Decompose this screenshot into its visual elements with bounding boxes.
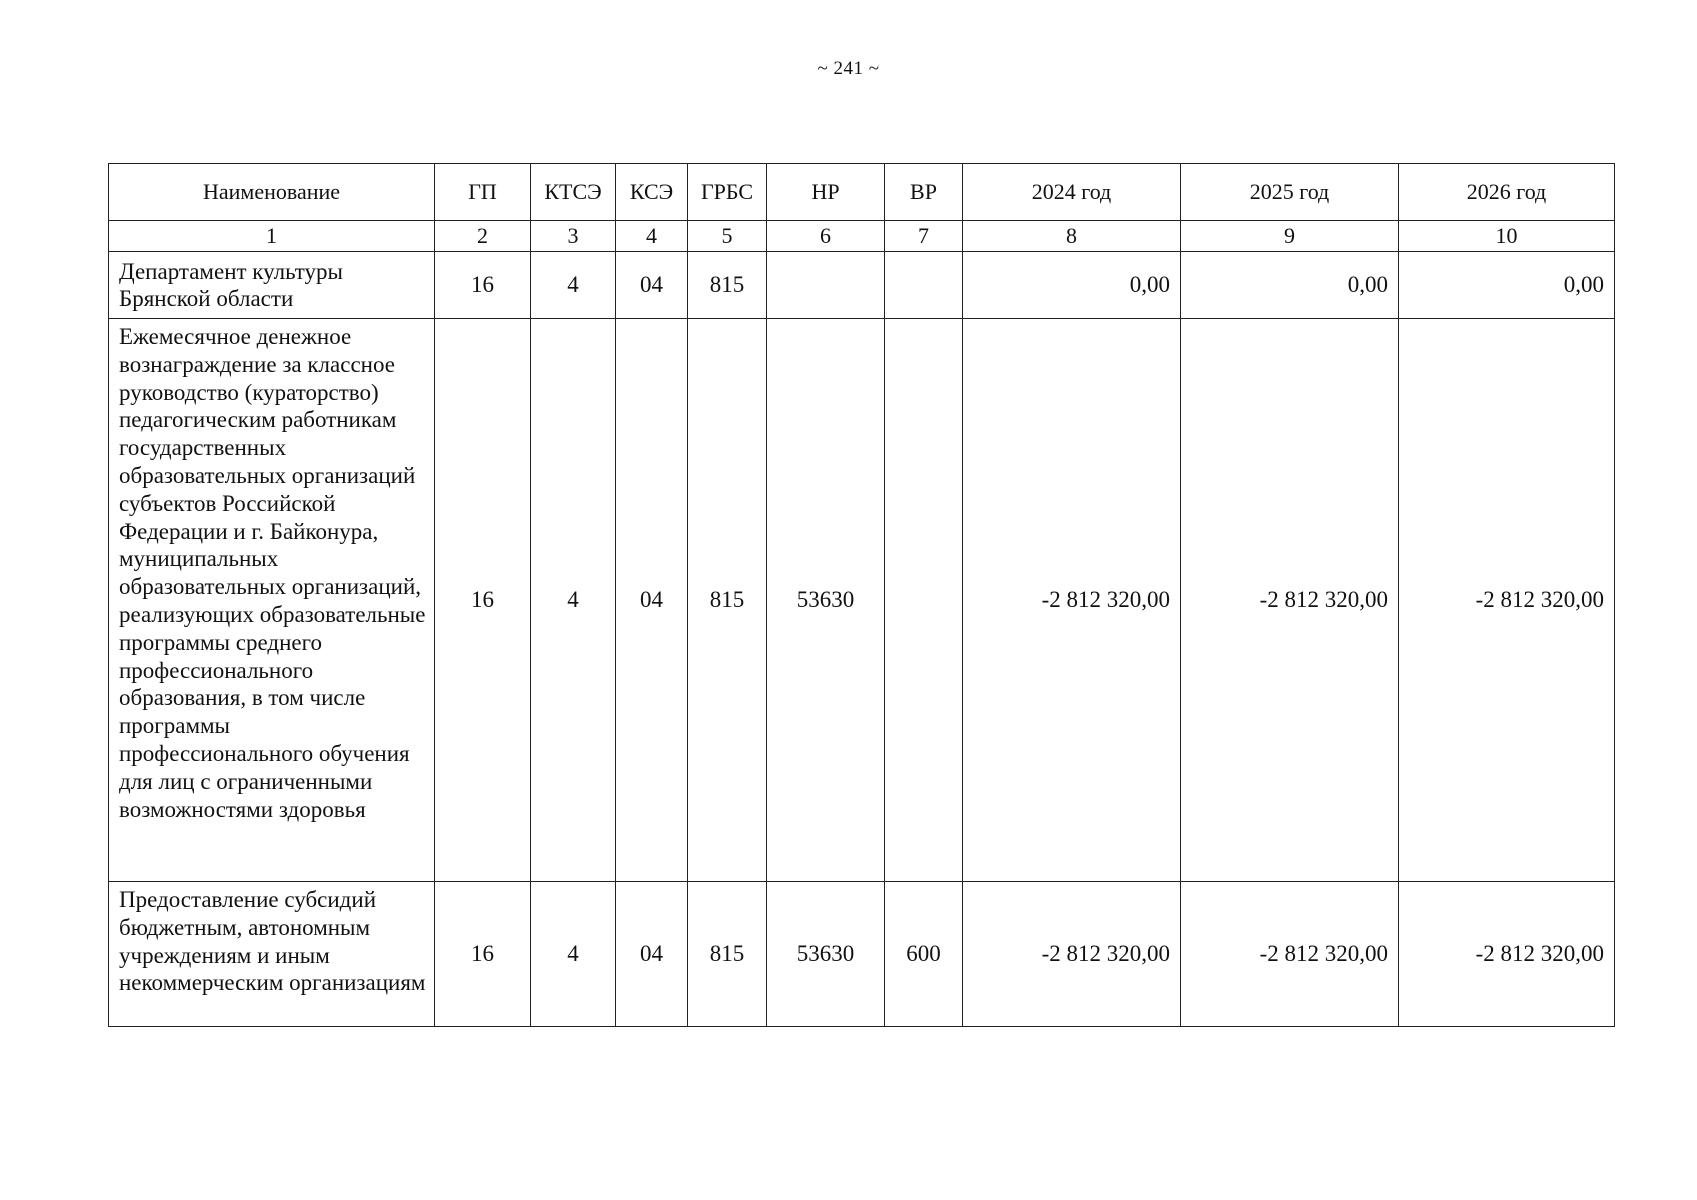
cell-kse: 04 (616, 252, 688, 319)
header-vr: ВР (885, 164, 963, 221)
cell-vr: 600 (885, 882, 963, 1027)
cell-kse: 04 (616, 319, 688, 882)
row-name: Департамент культуры Брянской области (109, 252, 435, 319)
cell-2024: 0,00 (963, 252, 1181, 319)
column-number: 3 (531, 221, 616, 252)
cell-ktse: 4 (531, 882, 616, 1027)
cell-grbs: 815 (688, 882, 767, 1027)
cell-2026: 0,00 (1399, 252, 1615, 319)
column-number-row (109, 221, 1615, 252)
header-gp: ГП (435, 164, 531, 221)
cell-2025: -2 812 320,00 (1181, 319, 1399, 882)
header-nr: НР (767, 164, 885, 221)
header-2026: 2026 год (1399, 164, 1615, 221)
cell-gp: 16 (435, 882, 531, 1027)
cell-2024: -2 812 320,00 (963, 882, 1181, 1027)
header-kse: КСЭ (616, 164, 688, 221)
cell-vr (885, 319, 963, 882)
column-number: 9 (1181, 221, 1399, 252)
column-number: 6 (767, 221, 885, 252)
cell-nr (767, 252, 885, 319)
table-row (109, 319, 1615, 882)
cell-ktse: 4 (531, 319, 616, 882)
cell-gp: 16 (435, 319, 531, 882)
cell-2026: -2 812 320,00 (1399, 319, 1615, 882)
row-name: Ежемесячное денежное вознаграждение за классное руководство (кураторство) педагогическим работникам государственных образовательных организаций субъектов Российской Федерации и г. Байконура, муниципальных образовательных организаций, реализующих образовательные программы среднего профессионального образования, в том числе программы профессионального обучения для лиц с ограниченными возможностями здоровья (109, 319, 435, 882)
cell-2025: 0,00 (1181, 252, 1399, 319)
column-number: 7 (885, 221, 963, 252)
header-row (109, 164, 1615, 221)
column-number: 5 (688, 221, 767, 252)
header-ktse: КТСЭ (531, 164, 616, 221)
column-number: 8 (963, 221, 1181, 252)
header-name: Наименование (109, 164, 435, 221)
budget-table (108, 163, 1615, 1027)
cell-ktse: 4 (531, 252, 616, 319)
row-name: Предоставление субсидий бюджетным, автономным учреждениям и иным некоммерческим организациям (109, 882, 435, 1027)
header-2025: 2025 год (1181, 164, 1399, 221)
column-number: 10 (1399, 221, 1615, 252)
cell-gp: 16 (435, 252, 531, 319)
table-row (109, 882, 1615, 1027)
cell-2026: -2 812 320,00 (1399, 882, 1615, 1027)
header-grbs: ГРБС (688, 164, 767, 221)
cell-2024: -2 812 320,00 (963, 319, 1181, 882)
page-number: ~ 241 ~ (817, 58, 880, 79)
header-2024: 2024 год (963, 164, 1181, 221)
cell-nr: 53630 (767, 319, 885, 882)
cell-vr (885, 252, 963, 319)
cell-grbs: 815 (688, 252, 767, 319)
column-number: 1 (109, 221, 435, 252)
cell-2025: -2 812 320,00 (1181, 882, 1399, 1027)
cell-grbs: 815 (688, 319, 767, 882)
cell-kse: 04 (616, 882, 688, 1027)
column-number: 2 (435, 221, 531, 252)
column-number: 4 (616, 221, 688, 252)
table-row-department (109, 252, 1615, 319)
cell-nr: 53630 (767, 882, 885, 1027)
